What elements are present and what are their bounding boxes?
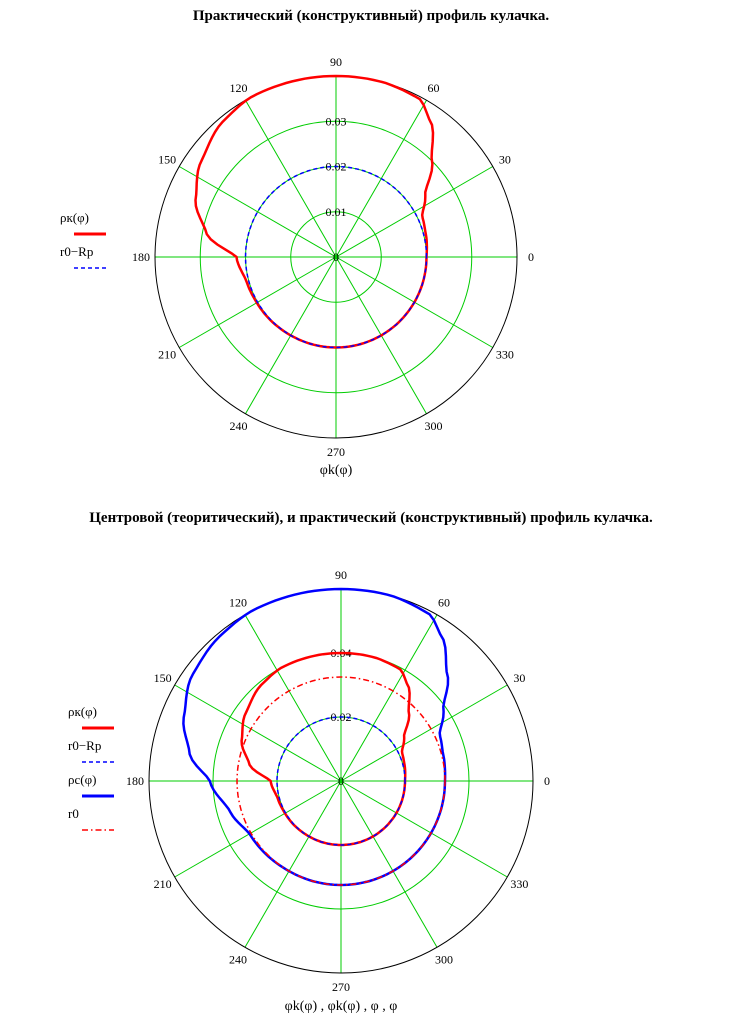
angle-tick-label: 270 [332, 980, 350, 994]
angle-tick-label: 210 [158, 347, 177, 362]
chart-2-title: Центровой (теоритический), и практический (конструктивный) профиль кулачка. [89, 510, 653, 526]
grid-spoke [341, 615, 437, 781]
angle-tick-label: 270 [327, 445, 345, 459]
angle-tick-label: 330 [510, 877, 529, 891]
angle-tick-label: 330 [495, 347, 514, 362]
angle-tick-label: 180 [126, 774, 144, 788]
grid-spoke [341, 781, 507, 877]
angle-tick-label: 30 [513, 671, 526, 685]
angle-tick-label: 240 [229, 418, 248, 433]
angle-tick-label: 240 [229, 952, 247, 967]
radial-tick-label: 0 [333, 250, 339, 264]
x-axis-label: φk(φ) , φk(φ) , φ , φ [284, 999, 398, 1014]
chart-1 [60, 55, 534, 478]
angle-tick-label: 0 [544, 774, 550, 788]
radial-tick-label: 0.04 [330, 646, 352, 660]
angle-tick-label: 120 [229, 81, 248, 96]
legend-entry-label: r0−Rp [60, 244, 94, 259]
angle-tick-label: 300 [424, 418, 443, 433]
angle-tick-label: 30 [498, 152, 511, 167]
grid-spoke [245, 615, 341, 781]
grid-spoke [245, 781, 341, 947]
angle-tick-label: 90 [330, 55, 342, 69]
grid-spoke [179, 167, 336, 258]
series-line-1 [242, 653, 410, 845]
grid-spoke [341, 685, 507, 781]
x-axis-label: φk(φ) [319, 463, 353, 478]
grid-spoke [336, 167, 493, 258]
radial-tick-label: 0 [338, 774, 344, 788]
angle-tick-label: 60 [427, 81, 440, 96]
series-line-1 [196, 76, 434, 348]
angle-tick-label: 60 [438, 595, 450, 610]
angle-tick-label: 300 [435, 952, 453, 967]
grid-spoke [175, 781, 341, 877]
legend-entry-label: ρк(φ) [68, 704, 97, 719]
grid-spoke [175, 685, 341, 781]
angle-tick-label: 120 [229, 595, 247, 610]
angle-tick-label: 0 [528, 250, 534, 264]
legend-entry-label: ρк(φ) [60, 210, 89, 225]
radial-tick-label: 0.02 [330, 710, 352, 724]
grid-spoke [341, 781, 437, 947]
angle-tick-label: 180 [132, 250, 150, 264]
chart-2 [68, 568, 550, 1014]
legend-entry-label: r0−Rp [68, 738, 102, 753]
radial-tick-label: 0.03 [325, 114, 347, 129]
radial-tick-label: 0.01 [325, 204, 347, 219]
legend-entry-label: r0 [68, 806, 79, 821]
angle-tick-label: 210 [153, 877, 172, 891]
legend-entry-label: ρс(φ) [68, 772, 97, 787]
angle-tick-label: 150 [158, 152, 177, 167]
chart-1-title: Практический (конструктивный) профиль кулачка. [192, 8, 550, 24]
radial-tick-label: 0.02 [325, 159, 347, 174]
angle-tick-label: 90 [335, 568, 347, 582]
angle-tick-label: 150 [153, 671, 172, 685]
